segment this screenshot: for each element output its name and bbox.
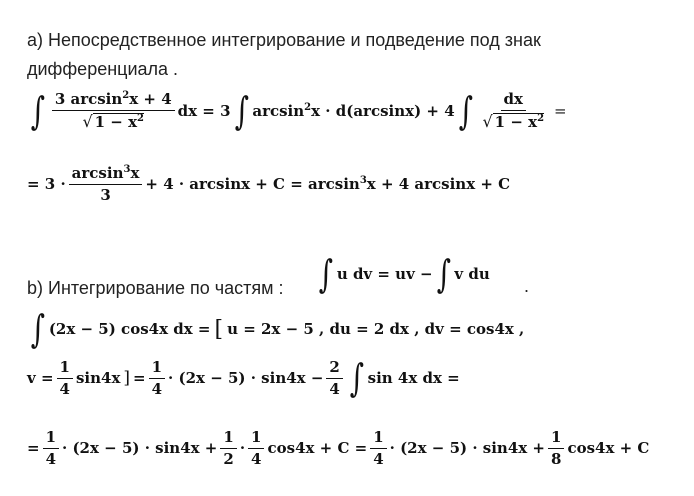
part-a-heading-line1: a) Непосредственное интегрирование и подведение под знак	[27, 30, 541, 50]
formula-a-line1: ∫ 3 $\arcsin^2x + 4$ √ $1 - x^2$ dx = 3 ∫ $\arcsin^2x \cdot d(\arcsin x) + 4$ ∫ dx √ $1 - x^2$ =	[30, 89, 567, 133]
formula-a-line2: = 3 · $\frac{\arcsin^3x}{3}$ + $4 \cdot \arcsin x + C = \arcsin^3x + 4$ arcsinx + C	[27, 164, 511, 204]
integral-sign: ∫	[436, 252, 451, 296]
integral-sign: ∫	[30, 307, 46, 351]
parts-formula: ∫ u dv = uv − ∫ v du	[318, 252, 490, 296]
formula-b-line3: = $\frac{1}{4}$ · (2x − 5) · sin4x + $\frac{1}{2}$ · $\frac{1}{4}$ cos4x + C = $\frac{1}{4}$ · (2x − 5) · sin4x + $\frac{1}{8}$ cos4x + C	[27, 428, 650, 468]
fraction: $\frac{1}{4}$	[43, 429, 59, 467]
formula-b-line2: v = $\frac{1}{4}$ sin4x ] = $\frac{1}{4}$ · (2x − 5) · sin4x − $\frac{2}{4}$ ∫ sin 4x dx =	[27, 356, 460, 400]
fraction: $\frac{2}{4}$	[326, 359, 342, 397]
trailing-dot: .	[524, 276, 530, 296]
integral-sign: ∫	[234, 89, 249, 133]
fraction: $\frac{1}{2}$	[220, 429, 236, 467]
fraction: 3 $\arcsin^2x + 4$ √ $1 - x^2$	[52, 91, 175, 130]
integral-sign: ∫	[318, 252, 334, 296]
integral-sign: ∫	[458, 89, 473, 133]
fraction: dx √ $1 - x^2$	[482, 90, 545, 132]
integral-sign: ∫	[349, 356, 364, 400]
part-a-heading-line2: дифференциала .	[27, 59, 179, 79]
fraction: $\frac{1}{4}$	[248, 429, 264, 467]
part-b-heading: b) Интегрирование по частям :	[27, 278, 284, 298]
fraction: $\frac{1}{4}$	[370, 429, 386, 467]
fraction: $\frac{\arcsin^3x}{3}$	[69, 165, 143, 203]
formula-b-line1: ∫ (2x − 5) cos4x dx = [ u = 2x − 5 , du = 2 dx , dv = cos4x ,	[30, 307, 525, 351]
integral-sign: ∫	[30, 89, 46, 133]
fraction: $\frac{1}{4}$	[57, 359, 73, 397]
fraction: $\frac{1}{4}$	[149, 359, 165, 397]
fraction: $\frac{1}{8}$	[548, 429, 564, 467]
